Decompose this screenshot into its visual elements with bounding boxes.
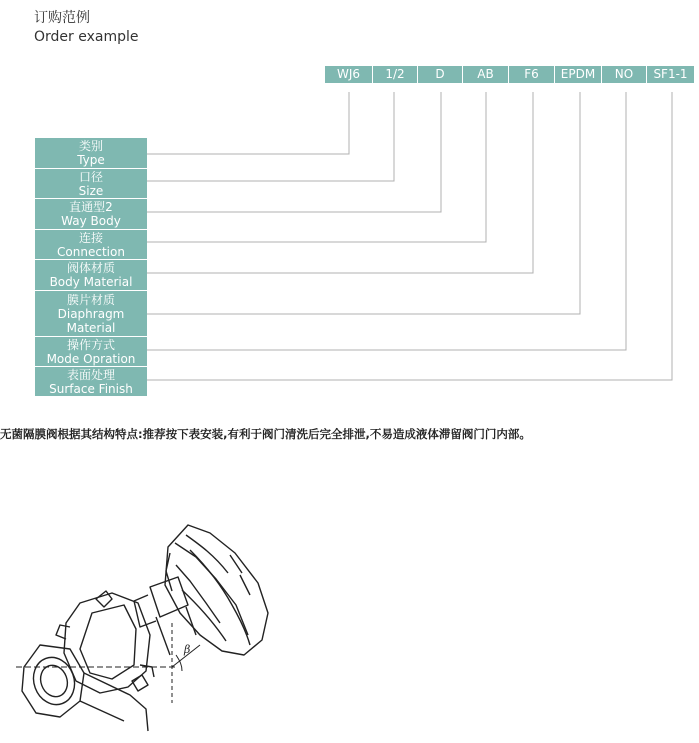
- connector-size: [147, 92, 394, 181]
- code-body-material: F6: [509, 66, 555, 83]
- connector-body-material: [147, 92, 533, 273]
- label-connection-cn: 连接: [78, 230, 103, 245]
- pipe-end-icon: [22, 645, 148, 731]
- label-mode-operation-cn: 操作方式: [66, 337, 115, 352]
- code-mode-operation: NO: [602, 66, 647, 83]
- label-surface-finish-cn: 表面处理: [66, 367, 115, 382]
- label-mode-operation-en: Mode Opration: [46, 351, 136, 366]
- connector-mode-operation: [147, 92, 626, 350]
- valve-body-icon: [56, 591, 154, 693]
- label-diaphragm-material-cn: 膜片材质: [66, 292, 115, 307]
- title-cn: 订购范例: [34, 10, 90, 26]
- code-connection: AB: [463, 66, 509, 83]
- code-diaphragm-material: EPDM: [555, 66, 602, 83]
- label-body-material-en: Body Material: [49, 275, 133, 289]
- label-diaphragm-material-en: Diaphragm: [57, 306, 125, 321]
- angle-label: β: [184, 643, 191, 656]
- label-size-en: Size: [78, 183, 104, 198]
- label-diaphragm-material-en2: Material: [66, 320, 116, 335]
- label-surface-finish-en: Surface Finish: [49, 381, 133, 396]
- title-en: Order example: [34, 29, 139, 45]
- connector-diaphragm-material: [147, 92, 580, 314]
- connector-surface-finish: [147, 92, 672, 380]
- connector-way-body: [147, 92, 441, 212]
- label-connection-en: Connection: [57, 244, 125, 259]
- code-size: 1/2: [373, 66, 418, 83]
- label-type-cn: 类别: [78, 139, 103, 153]
- label-size-cn: 口径: [78, 169, 103, 184]
- code-type: WJ6: [325, 66, 373, 83]
- label-way-body-cn: 直通型2: [69, 200, 113, 214]
- connector-type: [147, 92, 349, 154]
- valve-drawing: [0, 495, 320, 743]
- connector-connection: [147, 92, 486, 242]
- installation-note: 无菌隔膜阀根据其结构特点:推荐按下表安装,有利于阀门清洗后完全排泄,不易造成液体滞留阀门门内部。: [0, 427, 531, 441]
- label-way-body-en: Way Body: [61, 214, 121, 228]
- code-way-body: D: [418, 66, 463, 83]
- handwheel-icon: [165, 525, 268, 655]
- code-surface-finish: SF1-1: [647, 66, 694, 83]
- label-body-material-cn: 阀体材质: [66, 261, 115, 275]
- label-type-en: Type: [77, 153, 105, 167]
